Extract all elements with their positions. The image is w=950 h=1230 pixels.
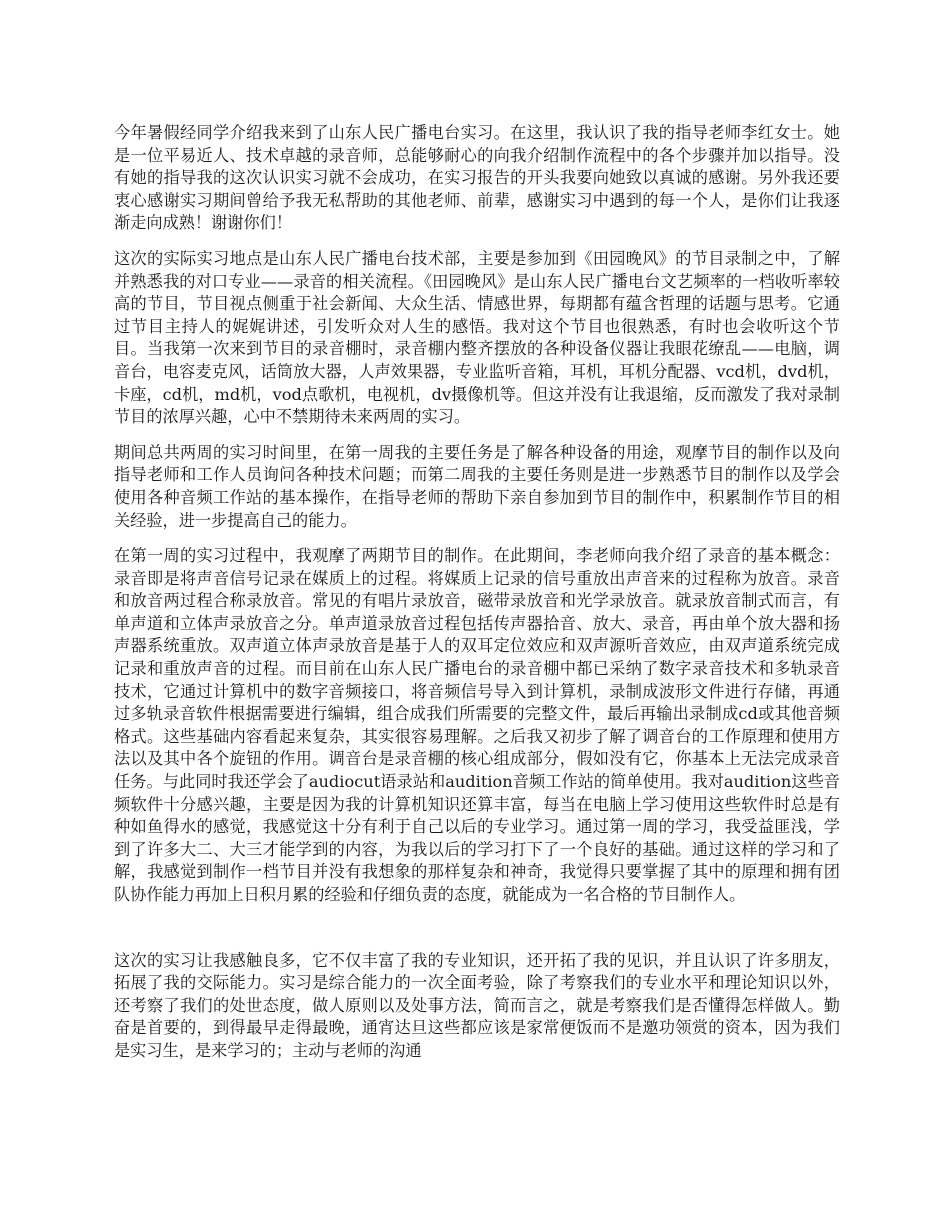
paragraph-internship-schedule: 期间总共两周的实习时间里，在第一周我的主要任务是了解各种设备的用途，观摩节目的制作以及向指导老师和工作人员询问各种技术问题；而第二周我的主要任务则是进一步熟悉节目的制作以及学会使用各种音频工作站的基本操作，在指导老师的帮助下亲自参加到节目的制作中，积累制作节目的相关经验，进一步提高自己的能力。 [114,442,840,530]
document-body [114,122,840,1076]
paragraph-reflection: 这次的实习让我感触良多，它不仅丰富了我的专业知识，还开拓了我的见识，并且认识了许多朋友，拓展了我的交际能力。实习是综合能力的一次全面考验，除了考察我们的专业水平和理论知识以外，还考察了我们的处世态度，做人原则以及处事方法，简而言之，就是考察我们是否懂得怎样做人。勤奋是首要的，到得最早走得最晚，通宵达旦这些都应该是家常便饭而不是邀功领赏的资本，因为我们是实习生，是来学习的；主动与老师的沟通 [114,950,840,1060]
paragraph-internship-location: 这次的实际实习地点是山东人民广播电台技术部，主要是参加到《田园晚风》的节目录制之中，了解并熟悉我的对口专业——录音的相关流程。《田园晚风》是山东人民广播电台文艺频率的一档收听率较高的节目，节目视点侧重于社会新闻、大众生活、情感世界，每期都有蕴含哲理的话题与思考。它通过节目主持人的娓娓讲述，引发听众对人生的感悟。我对这个节目也很熟悉，有时也会收听这个节目。当我第一次来到节目的录音棚时，录音棚内整齐摆放的各种设备仪器让我眼花缭乱——电脑，调音台，电容麦克风，话筒放大器，人声效果器，专业监听音箱，耳机，耳机分配器、vcd机，dvd机，卡座，cd机，md机，vod点歌机，电视机，dv摄像机等。但这并没有让我退缩，反而激发了我对录制节目的浓厚兴趣，心中不禁期待未来两周的实习。 [114,248,840,427]
paragraph-first-week: 在第一周的实习过程中，我观摩了两期节目的制作。在此期间，李老师向我介绍了录音的基本概念：录音即是将声音信号记录在媒质上的过程。将媒质上记录的信号重放出声音来的过程称为放音。录音和放音两过程合称录放音。常见的有唱片录放音，磁带录放音和光学录放音。就录放音制式而言，有单声道和立体声录放音之分。单声道录放音过程包括传声器拾音、放大、录音，再由单个放大器和扬声器系统重放。双声道立体声录放音是基于人的双耳定位效应和双声源听音效应，由双声道系统完成记录和重放声音的过程。而目前在山东人民广播电台的录音棚中都已采纳了数字录音技术和多轨录音技术，它通过计算机中的数字音频接口，将音频信号导入到计算机，录制成波形文件进行存储，再通过多轨录音软件根据需要进行编辑，组合成我们所需要的完整文件，最后再输出录制成cd或其他音频格式。这些基础内容看起来复杂，其实很容易理解。之后我又初步了解了调音台的工作原理和使用方法以及其中各个旋钮的作用。调音台是录音棚的核心组成部分，假如没有它，你基本上无法完成录音任务。与此同时我还学会了audiocut语录站和audition音频工作站的简单使用。我对audition这些音频软件十分感兴趣，主要是因为我的计算机知识还算丰富，每当在电脑上学习使用这些软件时总是有种如鱼得水的感觉，我感觉这十分有利于自己以后的专业学习。通过第一周的学习，我受益匪浅，学到了许多大二、大三才能学到的内容，为我以后的学习打下了一个良好的基础。通过这样的学习和了解，我感觉到制作一档节目并没有我想象的那样复杂和神奇，我觉得只要掌握了其中的原理和拥有团队协作能力再加上日积月累的经验和仔细负责的态度，就能成为一名合格的节目制作人。 [114,546,840,904]
paragraph-internship-intro: 今年暑假经同学介绍我来到了山东人民广播电台实习。在这里，我认识了我的指导老师李红女士。她是一位平易近人、技术卓越的录音师，总能够耐心的向我介绍制作流程中的各个步骤并加以指导。没有她的指导我的这次认识实习就不会成功，在实习报告的开头我要向她致以真诚的感谢。另外我还要衷心感谢实习期间曾给予我无私帮助的其他老师、前辈，感谢实习中遇到的每一个人，是你们让我逐渐走向成熟！谢谢你们！ [114,123,840,233]
